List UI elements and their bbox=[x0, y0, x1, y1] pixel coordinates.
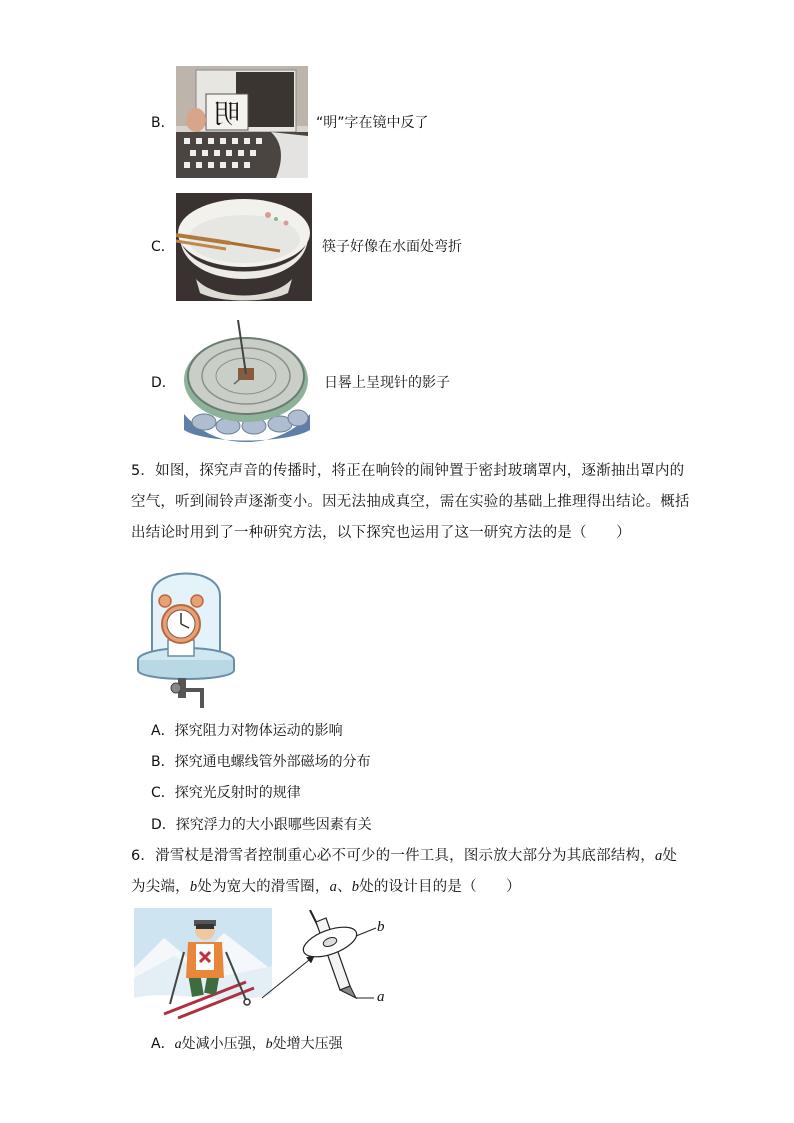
option-text: 探究通电螺线管外部磁场的分布 bbox=[174, 754, 371, 770]
q5-line-1: 5．如图，探究声音的传播时，将正在响铃的闹钟置于密封玻璃罩内，逐渐抽出罩内的 bbox=[131, 463, 685, 479]
option-text: 探究阻力对物体运动的影响 bbox=[174, 723, 343, 739]
q5-option-a[interactable] bbox=[151, 721, 343, 741]
option-text: 探究光反射时的规律 bbox=[174, 785, 301, 801]
q5-option-d[interactable] bbox=[151, 815, 372, 835]
q6-line-1: 6．滑雪杖是滑雪者控制重心必不可少的一件工具，图示放大部分为其底部结构，a处 bbox=[131, 848, 678, 864]
option-b-letter: B． bbox=[151, 115, 175, 131]
option-d-letter: D． bbox=[151, 375, 176, 391]
q5-option-c[interactable] bbox=[151, 783, 301, 803]
option-c-text: 筷子好像在水面处弯折 bbox=[322, 239, 462, 255]
option-d-text: 日晷上呈现针的影子 bbox=[324, 375, 450, 391]
option-text: 探究浮力的大小跟哪些因素有关 bbox=[175, 817, 372, 833]
option-letter: B． bbox=[151, 754, 175, 770]
option-letter: C． bbox=[151, 785, 175, 801]
q5-line-3: 出结论时用到了一种研究方法，以下探究也运用了这一研究方法的是（ ） bbox=[131, 525, 631, 541]
bell-jar-figure bbox=[136, 558, 236, 710]
q5-line-2: 空气，听到闹铃声逐渐变小。因无法抽成真空，需在实验的基础上推理得出结论。概括 bbox=[131, 494, 690, 510]
option-c-letter: C． bbox=[151, 239, 175, 255]
option-letter: A． bbox=[151, 723, 175, 739]
option-b-text: “明”字在镜中反了 bbox=[316, 115, 429, 131]
q5-option-b[interactable] bbox=[151, 752, 371, 772]
mirrored-character: 明 bbox=[213, 100, 241, 129]
label-a: a bbox=[377, 989, 385, 1005]
ski-pole-detail-diagram bbox=[240, 910, 400, 1014]
option-letter: D． bbox=[151, 817, 176, 833]
label-b: b bbox=[377, 919, 385, 935]
sundial-photo bbox=[176, 318, 318, 444]
q6-option-a[interactable]: A．a处减小压强，b处增大压强 bbox=[151, 1036, 343, 1052]
mirror-photo bbox=[176, 66, 308, 178]
bowl-photo bbox=[176, 193, 312, 301]
q6-line-2: 为尖端，b处为宽大的滑雪圈，a、b处的设计目的是（ ） bbox=[131, 879, 521, 895]
option-letter: A． bbox=[151, 1036, 175, 1052]
